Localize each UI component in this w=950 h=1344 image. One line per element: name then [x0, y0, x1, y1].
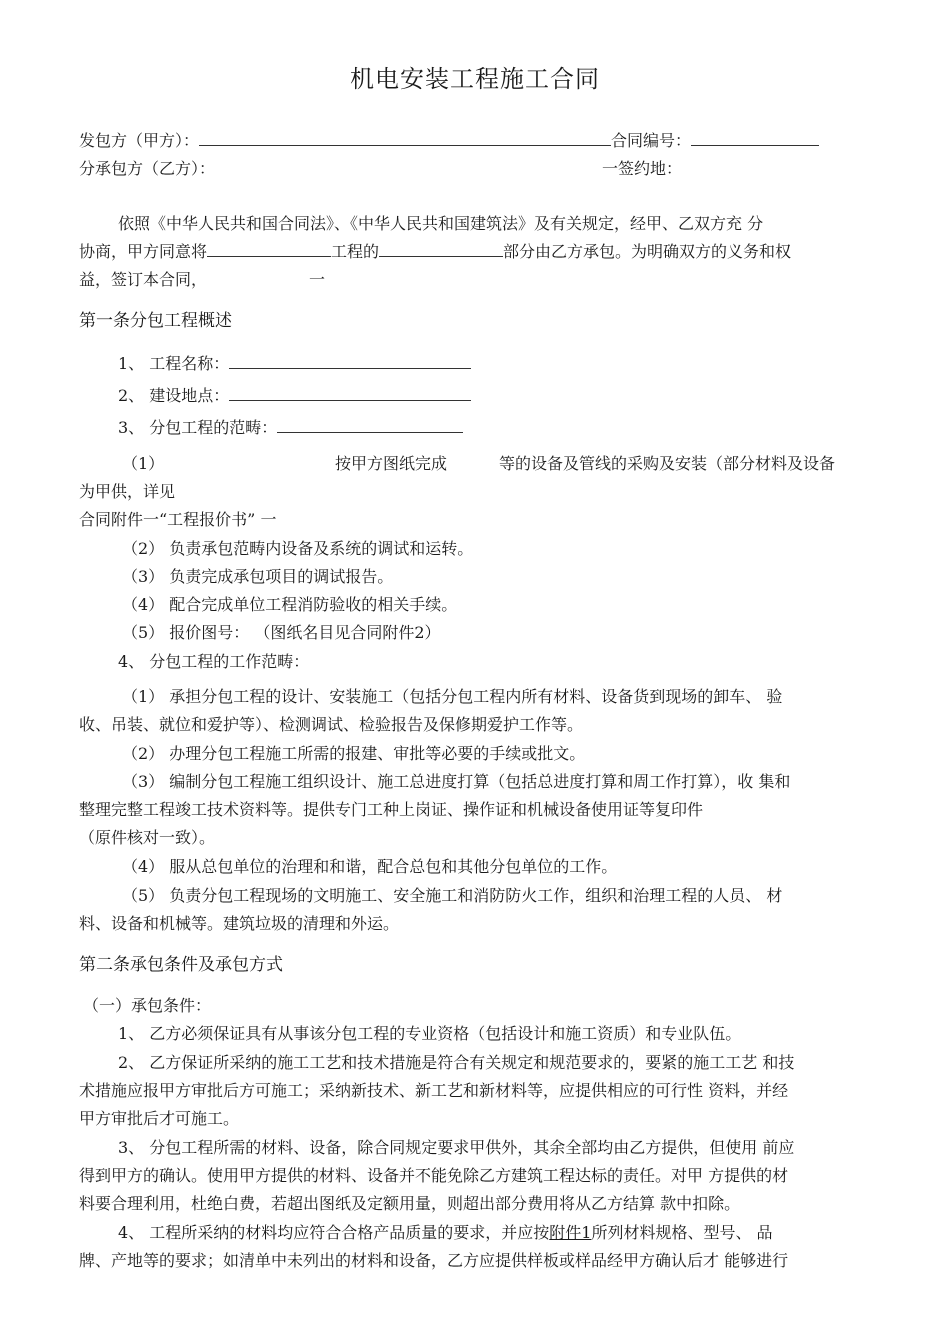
work-1-line-2: 收、吊装、就位和爱护等）、检测调试、检验报告及保修期爱护工作等。	[79, 715, 584, 734]
item-scope	[118, 418, 463, 438]
scope-field[interactable]	[277, 418, 463, 433]
scope-1-number: （1）	[122, 454, 165, 473]
item-site	[118, 386, 471, 406]
work-3-line-3: （原件核对一致）。	[79, 828, 216, 847]
scope-5: （5） 报价图号： （图纸名目见合同附件2）	[122, 623, 441, 642]
party-b-line	[79, 159, 215, 179]
intro-line-2	[79, 242, 791, 262]
item-site-label: 2、 建设地点：	[118, 386, 230, 405]
item-project-name-label: 1、 工程名称：	[118, 354, 230, 373]
conditions-subheading: （一）承包条件：	[83, 996, 212, 1015]
condition-4-line-2: 牌、产地等的要求；如清单中未列出的材料和设备，乙方应提供样板或样品经甲方确认后才 能够进行	[79, 1251, 789, 1270]
condition-1: 1、 乙方必须保证具有从事该分包工程的专业资格（包括设计和施工资质）和专业队伍。	[118, 1024, 742, 1043]
intro-text-c: 部分由乙方承包。为明确双方的义务和权	[503, 242, 792, 261]
article-2-heading: 第二条承包条件及承包方式	[79, 955, 283, 975]
intro-line-1: 依照《中华人民共和国合同法》、《中华人民共和国建筑法》及有关规定，经甲、乙双方充 分	[118, 214, 764, 233]
item-scope-label: 3、 分包工程的范畴：	[118, 418, 278, 437]
scope-1-line-3: 合同附件一“工程报价书” 一	[79, 510, 277, 529]
intro-text-a: 协商，甲方同意将	[79, 242, 208, 261]
article-1-heading: 第一条分包工程概述	[79, 311, 232, 331]
item-work-scope: 4、 分包工程的工作范畴：	[118, 652, 310, 671]
party-b-label: 分承包方（乙方）：	[79, 159, 216, 178]
attachment-1-link[interactable]: 附件1	[549, 1223, 592, 1242]
condition-3-line-2: 得到甲方的确认。使用甲方提供的材料、设备并不能免除乙方建筑工程达标的责任。对甲 方提供的材	[79, 1166, 789, 1185]
project-name-blank[interactable]	[207, 242, 331, 257]
work-5-line-2: 料、设备和机械等。建筑垃圾的清理和外运。	[79, 914, 400, 933]
condition-4-text-a: 4、 工程所采纳的材料均应符合合格产品质量的要求，并应按	[118, 1223, 550, 1242]
intro-dash: 一	[309, 270, 326, 289]
scope-1-text-b: 等的设备及管线的采购及安装（部分材料及设备	[499, 454, 836, 473]
contract-no-label: 合同编号：	[611, 131, 692, 150]
scope-1-text-a: 按甲方图纸完成	[335, 454, 448, 473]
document-title: 机电安装工程施工合同	[350, 65, 600, 93]
scope-2: （2） 负责承包范畴内设备及系统的调试和运转。	[122, 539, 474, 558]
project-name-field[interactable]	[229, 354, 471, 369]
party-a-blank[interactable]	[199, 131, 611, 146]
intro-line-3: 益，签订本合同，	[79, 270, 208, 289]
intro-text-b: 工程的	[331, 242, 380, 261]
condition-2-line-1: 2、 乙方保证所采纳的施工工艺和技术措施是符合有关规定和规范要求的，要紧的施工工艺 和技	[118, 1053, 795, 1072]
scope-3: （3） 负责完成承包项目的调试报告。	[122, 567, 394, 586]
condition-4-line-1	[118, 1223, 773, 1243]
condition-3-line-1: 3、 分包工程所需的材料、设备，除合同规定要求甲供外，其余全部均由乙方提供，但使用 前应	[118, 1138, 795, 1157]
condition-2-line-3: 甲方审批后才可施工。	[79, 1109, 240, 1128]
party-a-line	[79, 131, 819, 151]
condition-2-line-2: 术措施应报甲方审批后方可施工；采纳新技术、新工艺和新材料等，应提供相应的可行性 资料，并经	[79, 1081, 789, 1100]
contract-no-blank[interactable]	[691, 131, 819, 146]
scope-1-line-2: 为甲供，详见	[79, 482, 176, 501]
work-3-line-2: 整理完整工程竣工技术资料等。提供专门工种上岗证、操作证和机械设备使用证等复印件	[79, 800, 704, 819]
work-5-line-1: （5） 负责分包工程现场的文明施工、安全施工和消防防火工作，组织和治理工程的人员、 材	[122, 886, 783, 905]
sign-place-label: 一签约地：	[602, 159, 683, 178]
condition-3-line-3: 料要合理利用，杜绝白费，若超出图纸及定额用量，则超出部分费用将从乙方结算 款中扣除。	[79, 1194, 741, 1213]
condition-4-text-b: 所列材料规格、型号、 品	[591, 1223, 773, 1242]
scope-part-blank[interactable]	[379, 242, 503, 257]
site-field[interactable]	[229, 386, 471, 401]
item-project-name	[118, 354, 471, 374]
work-1-line-1: （1） 承担分包工程的设计、安装施工（包括分包工程内所有材料、设备货到现场的卸车、 验	[122, 687, 783, 706]
work-4: （4） 服从总包单位的治理和和谐，配合总包和其他分包单位的工作。	[122, 857, 618, 876]
scope-4: （4） 配合完成单位工程消防验收的相关手续。	[122, 595, 458, 614]
work-3-line-1: （3） 编制分包工程施工组织设计、施工总进度打算（包括总进度打算和周工作打算），收 集和	[122, 772, 791, 791]
party-a-label: 发包方（甲方）：	[79, 131, 200, 150]
work-2: （2） 办理分包工程施工所需的报建、审批等必要的手续或批文。	[122, 744, 586, 763]
